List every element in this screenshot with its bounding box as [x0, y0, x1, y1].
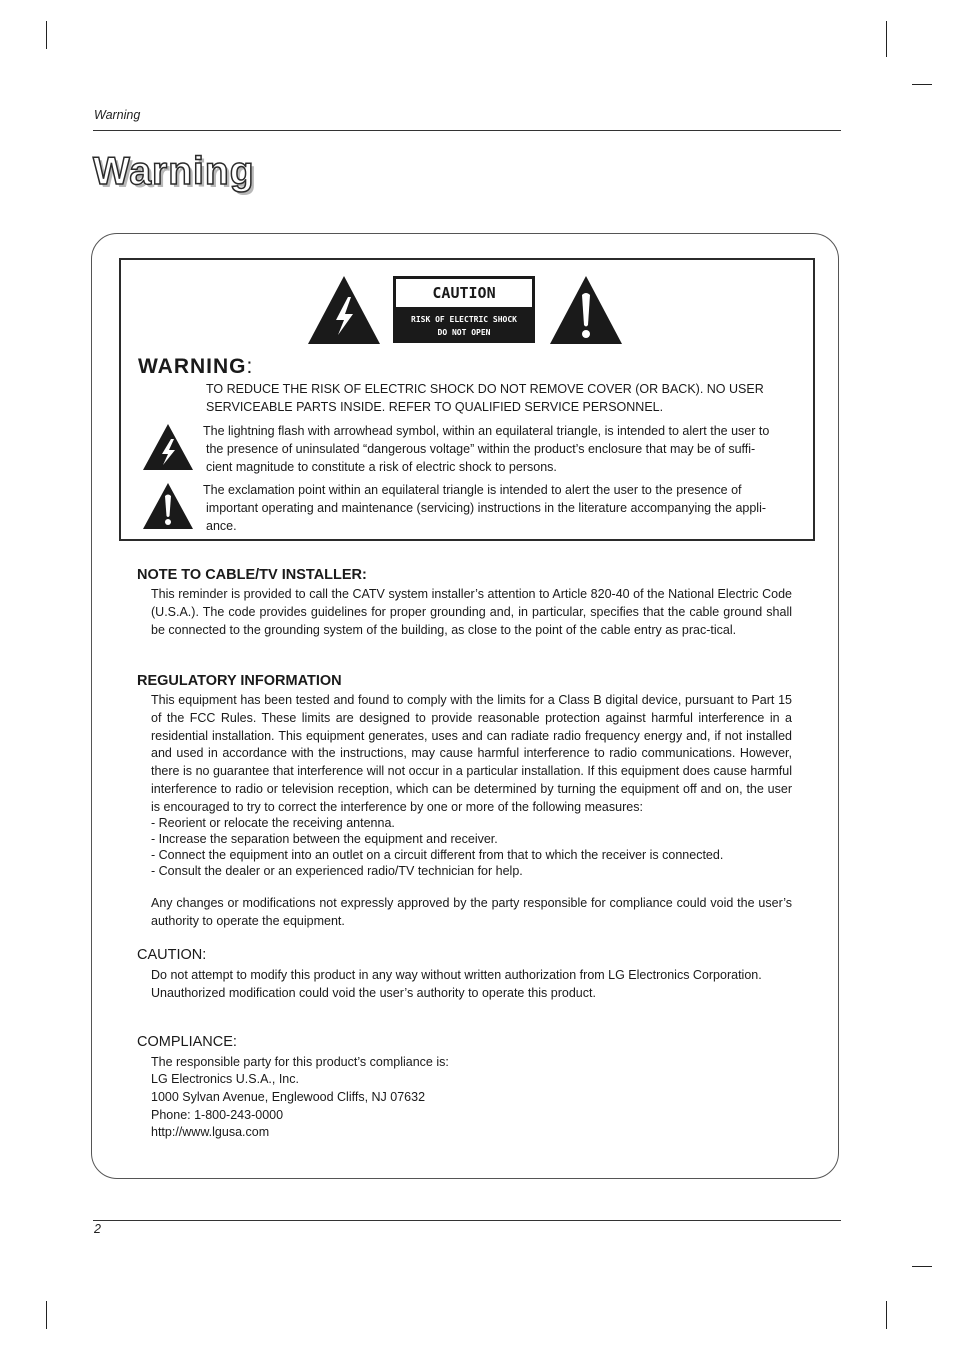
crop-mark	[46, 1301, 47, 1329]
caution-text: Unauthorized modification could void the user’s authority to operate this product.	[151, 986, 596, 1000]
lightning-description: The lightning flash with arrowhead symbol, within an equilateral triangle, is intended to alert the user to the presence of uninsulated “dangerous voltage” within the product’s enclosure that may be of suffi- cient magnitude to constitute a risk of electric shock to persons.	[203, 424, 770, 474]
caution-label	[393, 276, 535, 343]
footer-rule	[93, 1220, 841, 1221]
regulatory-heading: REGULATORY INFORMATION	[137, 673, 342, 689]
crop-mark	[886, 1301, 887, 1329]
crop-mark	[912, 84, 932, 85]
lightning-triangle-icon	[142, 423, 194, 471]
crop-mark	[886, 21, 887, 57]
compliance-heading: COMPLIANCE:	[137, 1034, 237, 1050]
list-item: - Increase the separation between the equipment and receiver.	[151, 832, 498, 846]
running-head: Warning	[94, 108, 141, 122]
warning-main-text: TO REDUCE THE RISK OF ELECTRIC SHOCK DO NOT REMOVE COVER (OR BACK). NO USER SERVICEABLE PARTS INSIDE. REFER TO QUALIFIED SERVICE PERSONNEL.	[206, 382, 764, 414]
page-number: 2	[94, 1222, 101, 1236]
caution-text: Do not attempt to modify this product in any way without written authorization from LG Electronics Corporation.	[151, 968, 762, 982]
header-rule	[93, 130, 841, 131]
note-installer-text: This reminder is provided to call the CATV system installer’s attention to Article 820-40 of the National Electric Code (U.S.A.). The code provides guidelines for proper grounding and, in particular, specifies that the cable ground shall be connected to the grounding system of the building, as close to the point of the cable entry as prac-tical.	[151, 587, 792, 637]
caution-label-title: CAUTION	[396, 279, 532, 307]
regulatory-changes-text: Any changes or modifications not expressly approved by the party responsible for compliance could void the user’s authority to operate the equipment.	[151, 896, 792, 928]
compliance-line: LG Electronics U.S.A., Inc.	[151, 1072, 299, 1086]
exclamation-description: The exclamation point within an equilateral triangle is intended to alert the user to the presence of important operating and maintenance (servicing) instructions in the literature accompanying the appli- ance.	[203, 483, 767, 533]
crop-mark	[46, 21, 47, 49]
caution-heading: CAUTION:	[137, 947, 207, 963]
note-installer-heading: NOTE TO CABLE/TV INSTALLER:	[137, 567, 367, 583]
list-item: - Connect the equipment into an outlet on a circuit different from that to which the receiver is connected.	[151, 848, 724, 862]
compliance-link[interactable]: http://www.lgusa.com	[151, 1125, 270, 1139]
crop-mark	[912, 1266, 932, 1267]
compliance-line: 1000 Sylvan Avenue, Englewood Cliffs, NJ 07632	[151, 1090, 426, 1104]
caution-label-text: RISK OF ELECTRIC SHOCK DO NOT OPEN	[411, 315, 517, 337]
warning-box	[119, 258, 815, 541]
exclamation-triangle-icon	[142, 482, 194, 530]
list-item: - Consult the dealer or an experienced radio/TV technician for help.	[151, 864, 523, 878]
list-item: - Reorient or relocate the receiving antenna.	[151, 816, 395, 830]
compliance-line: The responsible party for this product’s compliance is:	[151, 1055, 449, 1069]
page-title: Warning	[93, 150, 255, 193]
warning-heading: WARNING:	[138, 355, 254, 378]
compliance-line: Phone: 1-800-243-0000	[151, 1108, 284, 1122]
exclamation-triangle-icon	[549, 275, 623, 345]
regulatory-text: This equipment has been tested and found to comply with the limits for a Class B digital device, pursuant to Part 15 of the FCC Rules. These limits are designed to provide reasonable protection against harmful interference in a residential installation. This equipment generates, uses and can radiate radio frequency energy and, if not installed and used in accordance with the instructions, may cause harmful interference to radio communications. However, there is no guarantee that interference will not occur in a particular installation. If this equipment does cause harmful interference to radio or television reception, which can be determined by turning the equipment off and on, the user is encouraged to try to correct the interference by one or more of the following measures:	[151, 693, 792, 814]
lightning-triangle-icon	[307, 275, 381, 345]
